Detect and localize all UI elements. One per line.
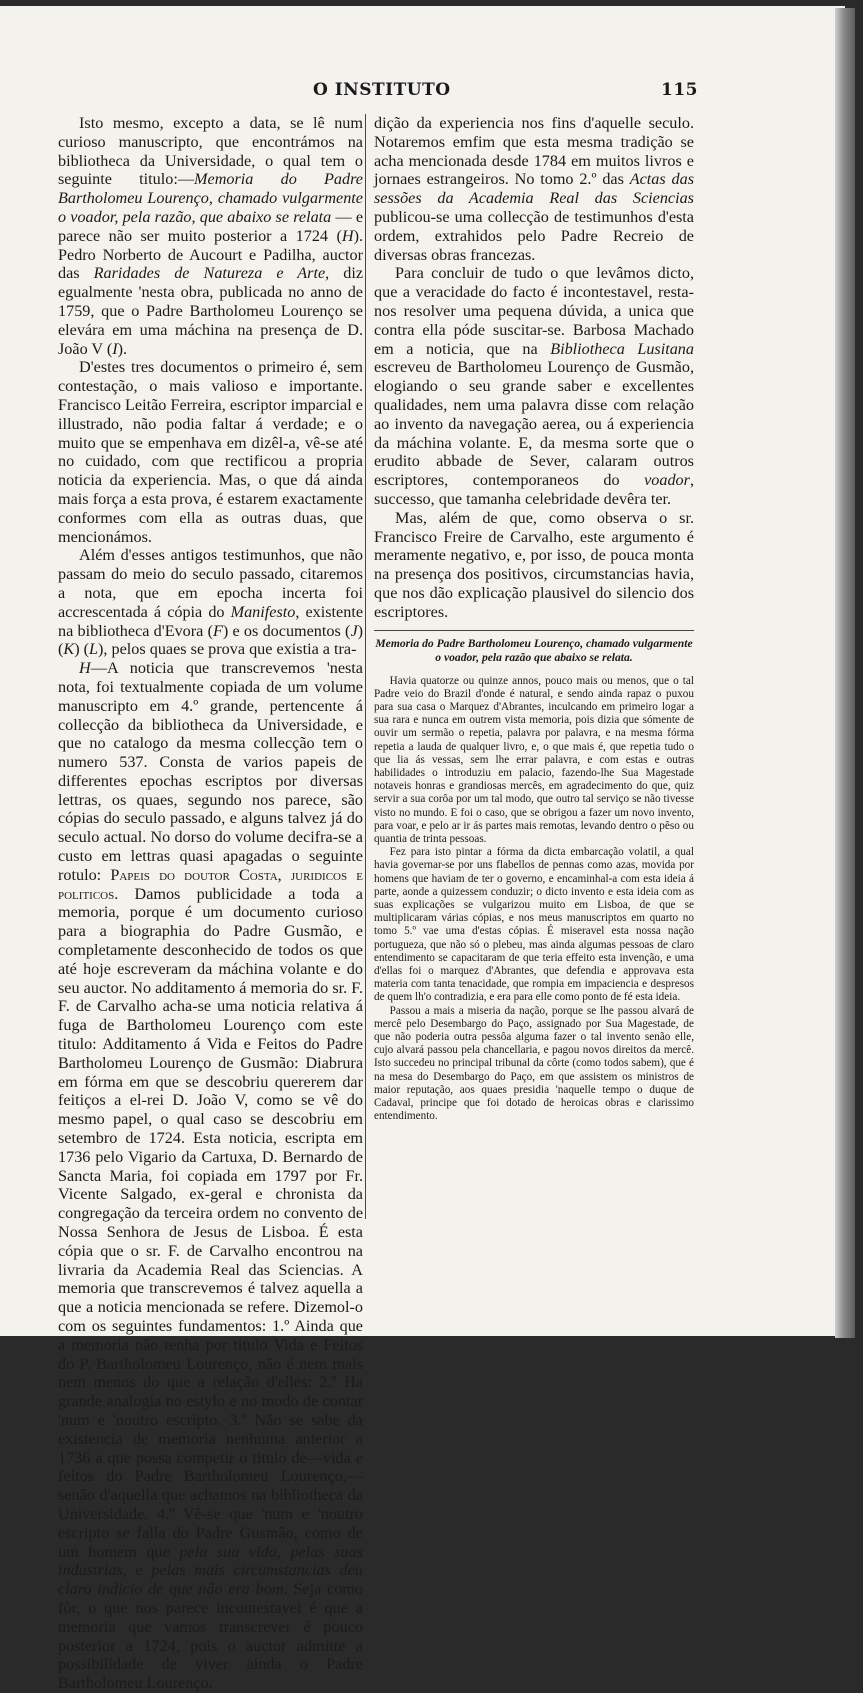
journal-title: O INSTITUTO [313,80,451,100]
paragraph: Isto mesmo, excepto a data, se lê num curioso manuscripto, que encontrámos na bibliotheca da Universidade, o qual tem o seguinte titulo:—Memoria do Padre Bartholomeu Lourenço, chamado vulgarmente o voador, pela razão, que abaixo se relata — e parece não ser muito posterior a 1724 (H). Pedro Norberto de Aucourt e Padilha, auctor das Raridades de Natureza e Arte, diz egualmente 'nesta obra, publicada no anno de 1759, que o Padre Bartholomeu Lourenço se elevára em uma máchina na presença de D. João V (I). [58,114,364,358]
paragraph: Além d'esses antigos testimunhos, que não passam do meio do seculo passado, citaremos a nota, que em epocha incerta foi accrescentada á cópia do Manifesto, existente na bibliotheca d'Evora (F) e os documentos (J) (K) (L), pelos quaes se prova que existia a tra- [58,546,364,659]
footnote: H—A noticia que transcrevemos 'nesta nota, foi textualmente copiada de um volume manuscripto em 4.º grande, pertencente á collecção da bibliotheca da Universidade, e que no catalogo da mesma collecção tem o numero 537. Consta de varios papeis de differentes epochas escriptos por diversas lettras, os quaes, segundo nos parece, são cópias do seculo passado, e alguns talvez já do seculo actual. No dorso do volume decifra-se a custo em lettras quasi apagadas o seguinte rotulo: Papeis do doutor Costa, juridicos e politicos. Damos publicidade a toda a memoria, porque é um documento curioso para a biographia do Padre Gusmão, e completamente desconhecido de todos os que até hoje escreveram da máchina volante e do seu auctor. No additamento á memoria do sr. F. F. de Carvalho acha-se uma noticia relativa á fuga de Bartholomeu Lourenço com este titulo: Additamento á Vida e Feitos do Padre Bartholomeu Lourenço de Gusmão: Diabrura em fórma em que se descobriu quererem dar feitiços a el-rei D. João V, como se vê do mesmo papel, o qual caso se descobriu em setembro de 1724. Esta noticia, escripta em 1736 pelo Vigario da Cartuxa, D. Bernardo de Sancta Maria, foi copiada em 1797 por Fr. Vicente Salgado, ex-geral e chronista da congregação da terceira ordem no convento de Nossa Senhora de Jesus de Lisboa. É esta cópia que o sr. F. de Carvalho encontrou na livraria da Academia Real das Sciencias. A memoria que transcrevemos é talvez aquella a que a noticia mencionada se refere. Dizemol-o com os seguintes fundamentos: 1.º Ainda que a memoria não tenha por titulo Vida e Feitos do P. Bartholomeu Lourenço, não é nem mais nem menos do que a relação d'elles: 2.º Ha grande analogia no estylo e no modo de contar 'num e 'noutro escripto. 3.º Não se sabe da existencia de memoria nenhuma anterior a 1736 a que possa competir o titulo de—vida e feitos do Padre Bartholomeu Lourenço,—senão d'aquella que achamos na bibliotheca da Universidade. 4.º Vê-se que 'num e 'noutro escripto se falla do Padre Gusmão, como de um homem que pela sua vida, pelas suas industrias, e pelas mais circumstancias deu claro indicio de que não era bom. Seja como fôr, o que nos parece incontestavel é que a memoria que vamos transcrever é pouco posterior a 1724, pois o auctor admitte a possibilidade de viver ainda o Padre Bartholomeu Lourenço. [58,659,363,1693]
memoria-paragraph: Fez para isto pintar a fórma da dicta embarcação volatil, a qual havia governar-se por uns flabellos de pennas como azas, movida por homens que haviam de ter o governo, e encaminhal-a com esta ideia á parte, aonde a quizessem conduzir; o dicto invento e esta ideia com as suas explicações se vulgarizou muito em Lisboa, de que se multiplicaram várias cópias, e nos meus manuscriptos em quarto no tomo 5.º vae uma d'estas cópias. É miseravel esta nossa nação portugueza, que não só o plebeu, mas ainda algumas pessoas de claro entendimento se capacitaram de que teria effeito esta invenção, e uma d'ellas foi o marquez d'Abrantes, que defendia e approvava esta materia com tanta tenacidade, que rompia em impaciencia e despresos de quem lh'o contradizia, e era para elle como ponto de fé esta ideia. [374,846,694,1004]
memoria-text [374,675,694,1124]
memoria-paragraph: Passou a mais a miseria da nação, porque se lhe passou alvará de mercê pelo Desembargo do Paço, assignado por Sua Magestade, de que não poderia outra pessôa alguma fazer o tal invento senão elle, cujo alvará passou pela chancellaria, e pagou novos direitos da mercê. Isto succedeu no principal tribunal da côrte (como todos sabem), que é na mesa do Desembargo do Paço, em que assistem os ministros de maior reputação, aos quaes presidia 'naquelle tempo o duque de Cadaval, principe que foi dotado de heroicas obras e clarissimo entendimento. [374,1004,694,1123]
right-column [374,114,694,1123]
paragraph: dição da experiencia nos fins d'aquelle seculo. Notaremos emfim que esta mesma tradição se acha mencionada desde 1784 em muitos livros e jornaes estrangeiros. No tomo 2.º das Actas das sessões da Academia Real das Sciencias publicou-se uma collecção de testimunhos d'esta ordem, extrahidos pelo Padre Recreio de diversas obras francezas. [374,114,694,264]
left-column [58,114,363,1693]
page-number: 115 [661,80,698,100]
running-header [58,80,698,104]
paragraph: Mas, além de que, como observa o sr. Francisco Freire de Carvalho, este argumento é meramente negativo, e, por isso, de pouca monta na presença dos positivos, circumstancias havia, que nos dão explicação plausivel do silencio dos escriptores. [374,508,694,621]
paragraph: Para concluir de tudo o que levâmos dicto, que a veracidade do facto é incontestavel, resta-nos resolver uma pequena dúvida, a unica que contra ella póde suscitar-se. Barbosa Machado em a noticia, que na Bibliotheca Lusitana escreveu de Bartholomeu Lourenço de Gusmão, elogiando o seu grande saber e excellentes qualidades, nem uma palavra disse com relação ao invento da navegação aerea, ou á experiencia da máchina volante. E, da mesma sorte que o erudito abbade de Sever, calaram outros escriptores, contemporaneos do voador, successo, que tamanha celebridade devêra ter. [374,264,694,508]
paragraph: D'estes tres documentos o primeiro é, sem contestação, o mais valioso e importante. Francisco Leitão Ferreira, escriptor imparcial e illustrado, não podia faltar á verdade; e o muito que se empenhava em dizêl-a, vê-se até no cuidado, com que rectificou a propria noticia da experiencia. Mas, o que dá ainda mais força a esta prova, é estarem exactamente conformes com ella as outras duas, que mencionámos. [58,358,363,546]
memoria-paragraph: Havia quatorze ou quinze annos, pouco mais ou menos, que o tal Padre veio do Brazil d'onde é natural, e sendo ainda rapaz o puxou para sua casa o Marquez d'Abrantes, inculcando em primeiro logar a sua rara e nunca em outrem vista memoria, pois dizia que sómente de ouvir um sermão o repetia, palavra por palavra, e na mesma fórma repetia a lauda de qualquer livro, e, o que mais é, que repetia tudo o que lia ás vessas, sem lhe errar palavra, e com estas e outras habilidades o introduziu em palacio, fazendo-lhe Sua Magestade notaveis honras e grandiosas mercês, em agradecimento do que, quiz servir a sua corôa por um tal modo, que outro tal serviço se não tivesse visto no mundo. E foi o caso, que se obrigou a fazer um novo invento, para voar, e pelo ar ir ás partes mais remotas, levando dentro o pêso ou quantia de trinta pessoas. [374,674,694,845]
memoria-title: Memoria do Padre Bartholomeu Lourenço, chamado vulgarmente o voador, pela razão que abaixo se relata. [374,630,694,665]
book-page-edge [835,8,855,1338]
book-page [0,6,845,1693]
column-divider [365,114,366,1219]
